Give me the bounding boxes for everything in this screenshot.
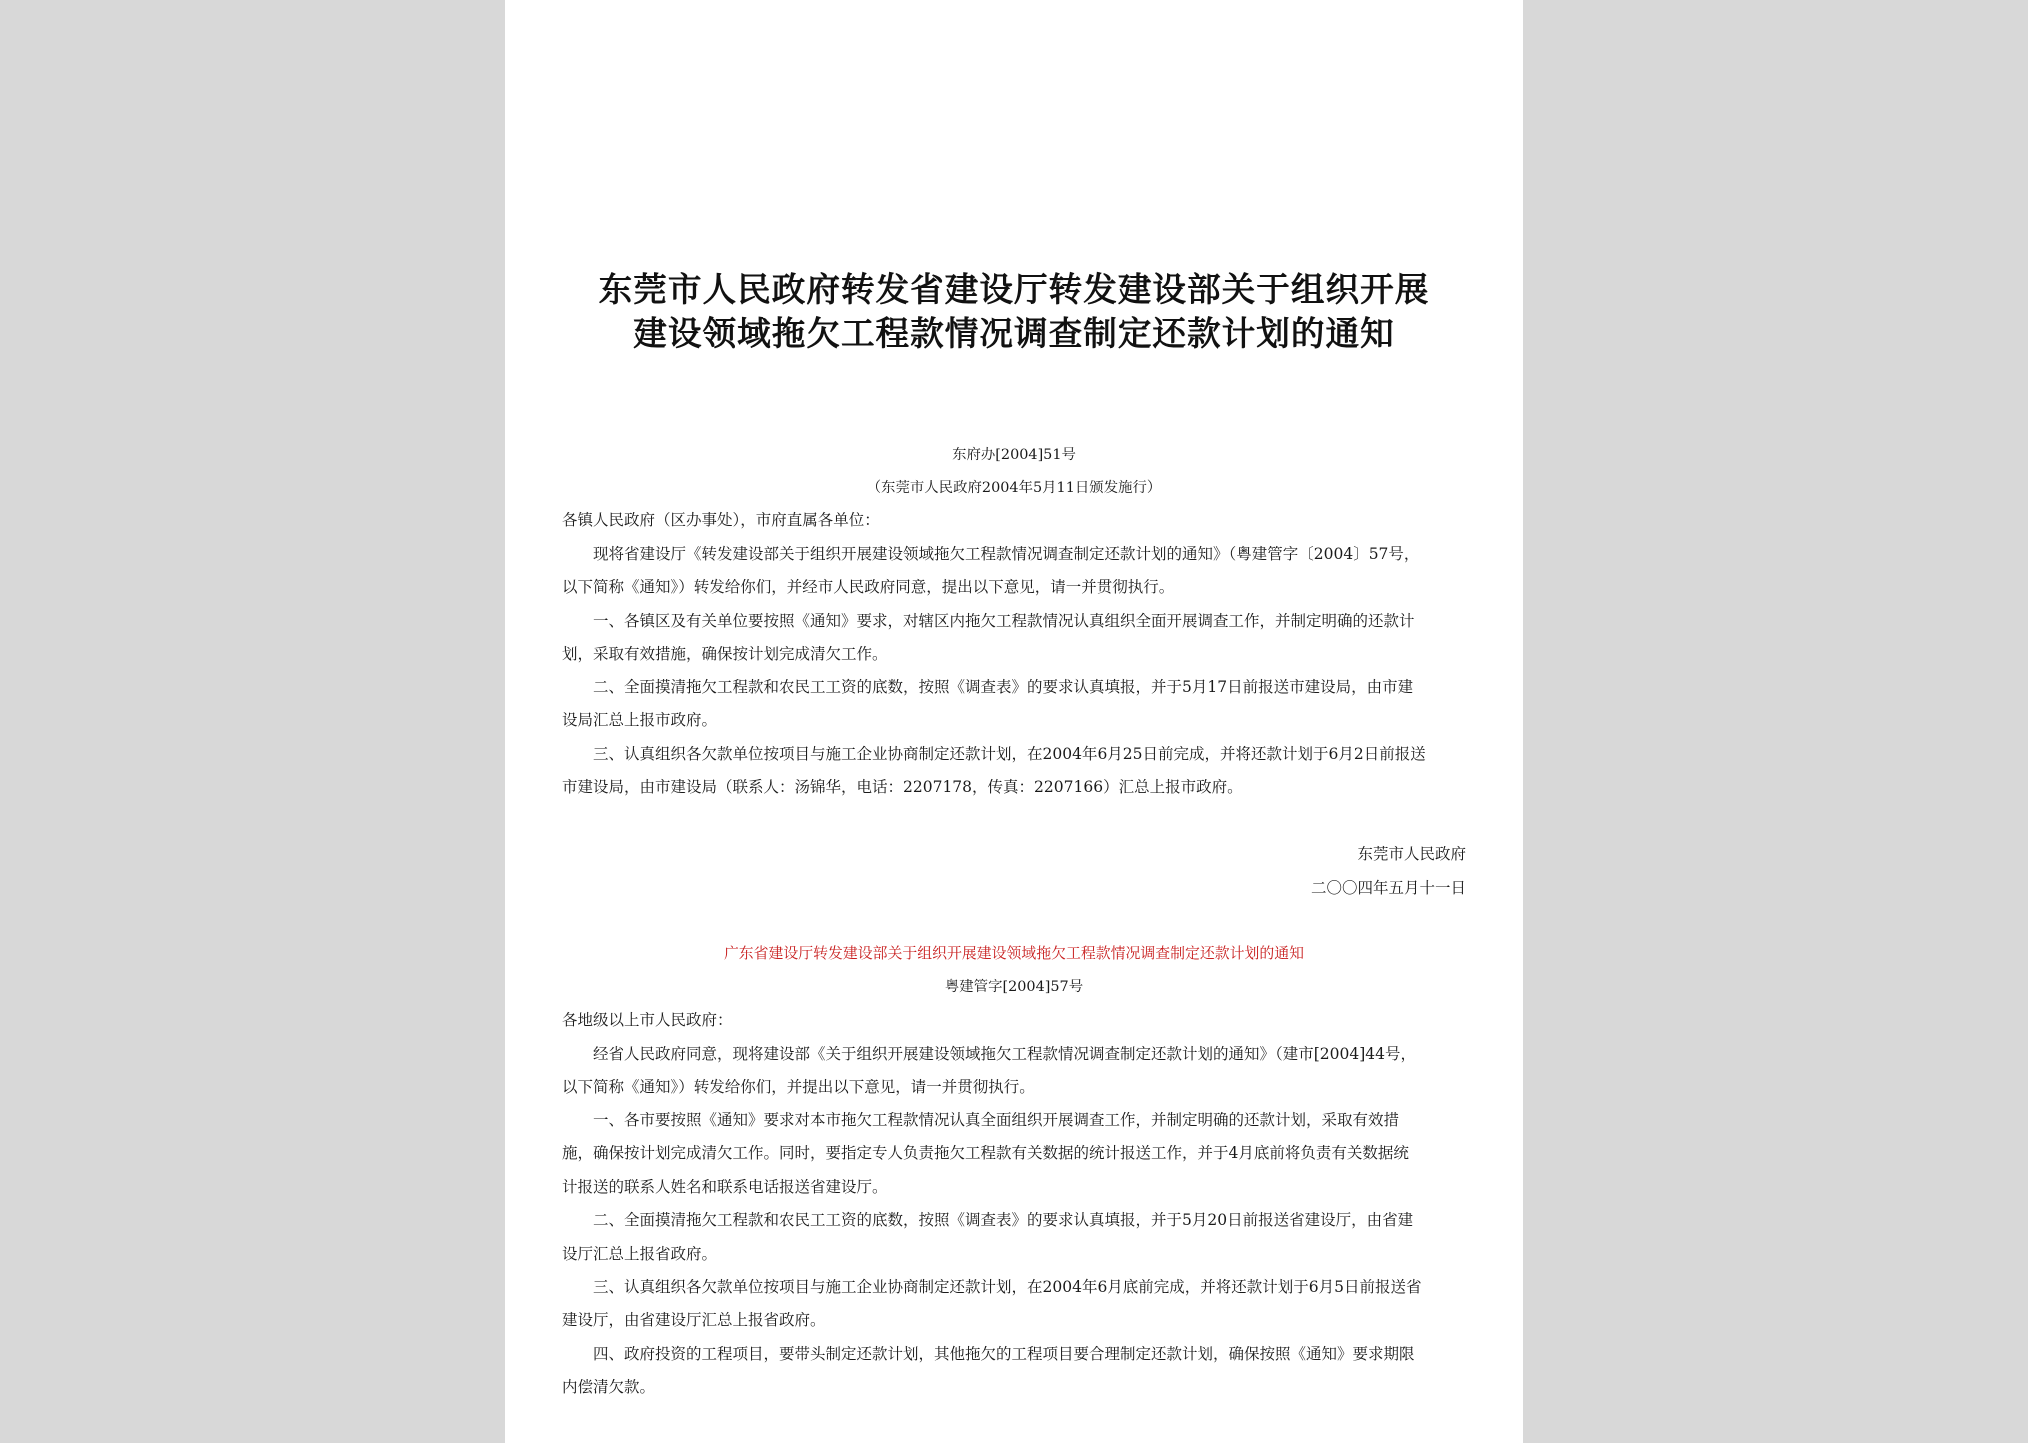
doc1-signature: 东莞市人民政府 [1357,845,1466,863]
doc2-item1-line3: 计报送的联系人姓名和联系电话报送省建设厅。 [562,1178,888,1196]
doc1-para1-line1: 现将省建设厅《转发建设部关于组织开展建设领域拖欠工程款情况调查制定还款计划的通知》（粤建管字〔2004〕57号， [593,545,1420,563]
doc2-doc-number: 粤建管字[2004]57号 [944,979,1084,995]
doc1-item3-line1: 三、认真组织各欠款单位按项目与施工企业协商制定还款计划，在2004年6月25日前完成，并将还款计划于6月2日前报送 [593,745,1426,763]
doc1-title-line2: 建设领域拖欠工程款情况调查制定还款计划的通知 [633,313,1395,353]
doc1-para1-line2: 以下简称《通知》）转发给你们，并经市人民政府同意，提出以下意见，请一并贯彻执行。 [562,578,1175,596]
doc2-para1-line2: 以下简称《通知》）转发给你们，并提出以下意见，请一并贯彻执行。 [562,1078,1035,1096]
doc1-item1-line1: 一、各镇区及有关单位要按照《通知》要求，对辖区内拖欠工程款情况认真组织全面开展调查工作，并制定明确的还款计 [593,612,1415,630]
doc1-item1-line2: 划，采取有效措施，确保按计划完成清欠工作。 [562,645,888,663]
doc1-item2-line1: 二、全面摸清拖欠工程款和农民工工资的底数，按照《调查表》的要求认真填报，并于5月17日前报送市建设局，由市建 [593,678,1414,696]
document-page [505,0,1523,1443]
doc1-salutation: 各镇人民政府（区办事处），市府直属各单位： [562,511,880,529]
doc2-title: 广东省建设厅转发建设部关于组织开展建设领域拖欠工程款情况调查制定还款计划的通知 [723,944,1305,962]
doc2-item4-line2: 内偿清欠款。 [562,1378,656,1396]
doc1-item2-line2: 设局汇总上报市政府。 [562,711,718,729]
doc1-date: 二〇〇四年五月十一日 [1310,879,1466,897]
doc2-salutation: 各地级以上市人民政府： [562,1011,733,1029]
doc1-item3-line2: 市建设局，由市建设局（联系人：汤锦华，电话：2207178，传真：2207166）汇总上报市政府。 [562,778,1243,796]
doc2-item3-line1: 三、认真组织各欠款单位按项目与施工企业协商制定还款计划，在2004年6月底前完成，并将还款计划于6月5日前报送省 [593,1278,1422,1296]
doc2-item1-line1: 一、各市要按照《通知》要求对本市拖欠工程款情况认真全面组织开展调查工作，并制定明确的还款计划，采取有效措 [593,1111,1400,1129]
doc2-item2-line1: 二、全面摸清拖欠工程款和农民工工资的底数，按照《调查表》的要求认真填报，并于5月20日前报送省建设厅，由省建 [593,1211,1414,1229]
doc2-item2-line2: 设厅汇总上报省政府。 [562,1245,718,1263]
doc1-title-line1: 东莞市人民政府转发省建设厅转发建设部关于组织开展 [598,269,1430,309]
doc2-para1-line1: 经省人民政府同意，现将建设部《关于组织开展建设领域拖欠工程款情况调查制定还款计划的通知》（建市[2004]44号， [593,1045,1417,1063]
doc2-item1-line2: 施，确保按计划完成清欠工作。同时，要指定专人负责拖欠工程款有关数据的统计报送工作，并于4月底前将负责有关数据统 [562,1144,1409,1162]
doc2-item4-line1: 四、政府投资的工程项目，要带头制定还款计划，其他拖欠的工程项目要合理制定还款计划，确保按照《通知》要求期限 [593,1345,1415,1363]
doc2-item3-line2: 建设厅，由省建设厅汇总上报省政府。 [562,1311,826,1329]
doc1-issue-note: （东莞市人民政府2004年5月11日颁发施行） [866,480,1162,496]
doc1-doc-number: 东府办[2004]51号 [952,447,1076,463]
